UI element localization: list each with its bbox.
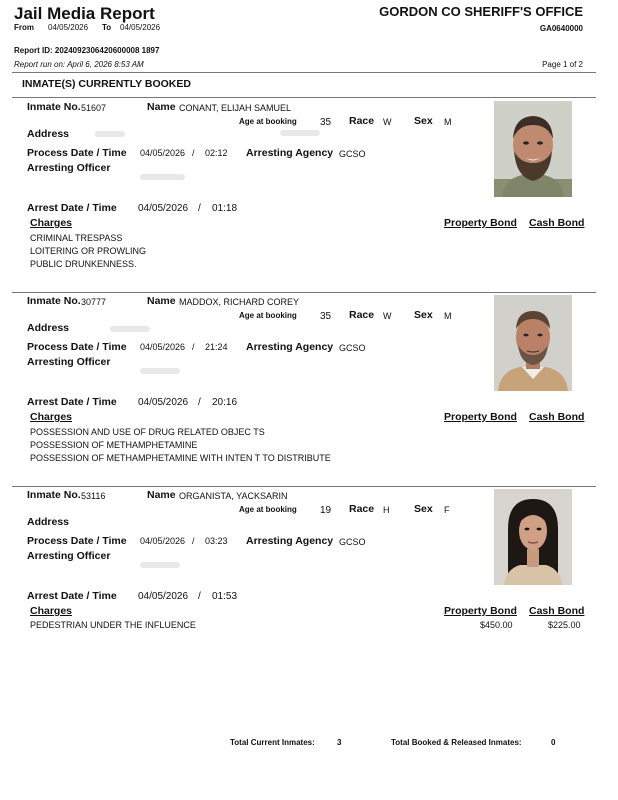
race-value: H	[383, 505, 390, 515]
to-label: To	[102, 23, 112, 32]
property-bond-label: Property Bond	[444, 605, 517, 617]
age-label: Age at booking	[239, 311, 297, 320]
sex-value: M	[444, 117, 452, 127]
charge-item: POSSESSION OF METHAMPHETAMINE	[30, 440, 198, 450]
process-date: 04/05/2026	[140, 342, 186, 352]
mugshot-image	[494, 295, 572, 391]
charge-item: LOITERING OR PROWLING	[30, 246, 147, 256]
to-date: 04/05/2026	[120, 23, 161, 32]
process-label: Process Date / Time	[27, 535, 127, 547]
address-label: Address	[27, 516, 70, 528]
charge-item: POSSESSION OF METHAMPHETAMINE WITH INTEN T TO DISTRIBUTE	[30, 453, 331, 463]
cash-bond-label: Cash Bond	[529, 605, 585, 617]
from-date: 04/05/2026	[48, 23, 89, 32]
race-label: Race	[349, 115, 375, 127]
sex-label: Sex	[414, 309, 433, 321]
page-number: Page 1 of 2	[542, 60, 583, 69]
redacted-officer	[140, 562, 180, 568]
property-bond-label: Property Bond	[444, 217, 517, 229]
arrest-date: 04/05/2026	[138, 397, 189, 408]
total-current-label: Total Current Inmates:	[230, 738, 315, 747]
arrest-time: 01:18	[212, 203, 238, 214]
agency-value: GCSO	[339, 537, 366, 547]
section-rule	[12, 97, 596, 98]
sex-value: F	[444, 505, 450, 515]
cash-bond-label: Cash Bond	[529, 217, 585, 229]
age-value: 35	[320, 117, 332, 128]
from-label: From	[14, 23, 34, 32]
redacted-officer	[140, 174, 185, 180]
record-divider	[12, 486, 596, 487]
mugshot-photo	[494, 489, 572, 585]
agency-label: Arresting Agency	[246, 147, 334, 159]
arresting-officer-label: Arresting Officer	[27, 162, 111, 174]
mugshot-photo	[494, 101, 572, 197]
header-rule	[12, 72, 596, 73]
race-value: W	[383, 311, 392, 321]
redacted-address	[95, 131, 125, 137]
record-divider	[12, 292, 596, 293]
arresting-officer-label: Arresting Officer	[27, 356, 111, 368]
mugshot-image	[494, 489, 572, 585]
report-id: Report ID: 2024092306420600008 1897	[14, 46, 160, 55]
arrest-time: 20:16	[212, 397, 238, 408]
process-date: 04/05/2026	[140, 536, 186, 546]
mugshot-photo	[494, 295, 572, 391]
agency-label: Arresting Agency	[246, 535, 334, 547]
process-time: 02:12	[205, 148, 228, 158]
agency-value: GCSO	[339, 343, 366, 353]
inmate-name: ORGANISTA, YACKSARIN	[179, 491, 288, 501]
name-label: Name	[147, 101, 176, 113]
inmate-no-label: Inmate No.	[27, 295, 81, 307]
sheriff-office-name: GORDON CO SHERIFF'S OFFICE	[379, 4, 583, 19]
race-label: Race	[349, 309, 375, 321]
process-date: 04/05/2026	[140, 148, 186, 158]
inmate-name: MADDOX, RICHARD COREY	[179, 297, 300, 307]
inmate-no: 30777	[81, 297, 107, 307]
ori-code: GA0640000	[539, 24, 583, 33]
arrest-label: Arrest Date / Time	[27, 590, 117, 602]
sex-value: M	[444, 311, 452, 321]
address-label: Address	[27, 322, 70, 334]
arrest-date: 04/05/2026	[138, 203, 189, 214]
age-value: 19	[320, 505, 332, 516]
sex-label: Sex	[414, 503, 433, 515]
redacted-address	[280, 130, 320, 136]
arresting-officer-label: Arresting Officer	[27, 550, 111, 562]
section-title: INMATE(S) CURRENTLY BOOKED	[22, 78, 191, 90]
sex-label: Sex	[414, 115, 433, 127]
process-time: 21:24	[205, 342, 228, 352]
charge-item: CRIMINAL TRESPASS	[30, 233, 123, 243]
arrest-date: 04/05/2026	[138, 591, 189, 602]
redacted-officer	[140, 368, 180, 374]
charges-label: Charges	[30, 605, 73, 617]
total-released-label: Total Booked & Released Inmates:	[391, 738, 522, 747]
redacted-address	[110, 326, 150, 332]
charges-label: Charges	[30, 411, 73, 423]
inmate-name: CONANT, ELIJAH SAMUEL	[179, 103, 292, 113]
arrest-label: Arrest Date / Time	[27, 396, 117, 408]
process-time: 03:23	[205, 536, 228, 546]
process-label: Process Date / Time	[27, 341, 127, 353]
charges-label: Charges	[30, 217, 73, 229]
total-released-value: 0	[551, 738, 556, 747]
arrest-label: Arrest Date / Time	[27, 202, 117, 214]
inmate-no: 53116	[81, 491, 106, 501]
property-bond-value: $450.00	[480, 620, 513, 630]
property-bond-label: Property Bond	[444, 411, 517, 423]
total-current-value: 3	[337, 738, 342, 747]
race-label: Race	[349, 503, 375, 515]
cash-bond-value: $225.00	[548, 620, 581, 630]
charge-item: POSSESSION AND USE OF DRUG RELATED OBJEC TS	[30, 427, 265, 437]
inmate-no-label: Inmate No.	[27, 101, 81, 113]
name-label: Name	[147, 489, 176, 501]
cash-bond-label: Cash Bond	[529, 411, 585, 423]
age-value: 35	[320, 311, 332, 322]
agency-value: GCSO	[339, 149, 366, 159]
name-label: Name	[147, 295, 176, 307]
process-label: Process Date / Time	[27, 147, 127, 159]
age-label: Age at booking	[239, 505, 297, 514]
arrest-time: 01:53	[212, 591, 238, 602]
charge-item: PEDESTRIAN UNDER THE INFLUENCE	[30, 620, 196, 630]
age-label: Age at booking	[239, 117, 297, 126]
inmate-no-label: Inmate No.	[27, 489, 81, 501]
report-title: Jail Media Report	[14, 4, 155, 23]
address-label: Address	[27, 128, 70, 140]
agency-label: Arresting Agency	[246, 341, 334, 353]
inmate-no: 51607	[81, 103, 107, 113]
report-run-on: Report run on: April 6, 2026 8:53 AM	[14, 60, 144, 69]
charge-item: PUBLIC DRUNKENNESS.	[30, 259, 137, 269]
mugshot-image	[494, 101, 572, 197]
race-value: W	[383, 117, 392, 127]
